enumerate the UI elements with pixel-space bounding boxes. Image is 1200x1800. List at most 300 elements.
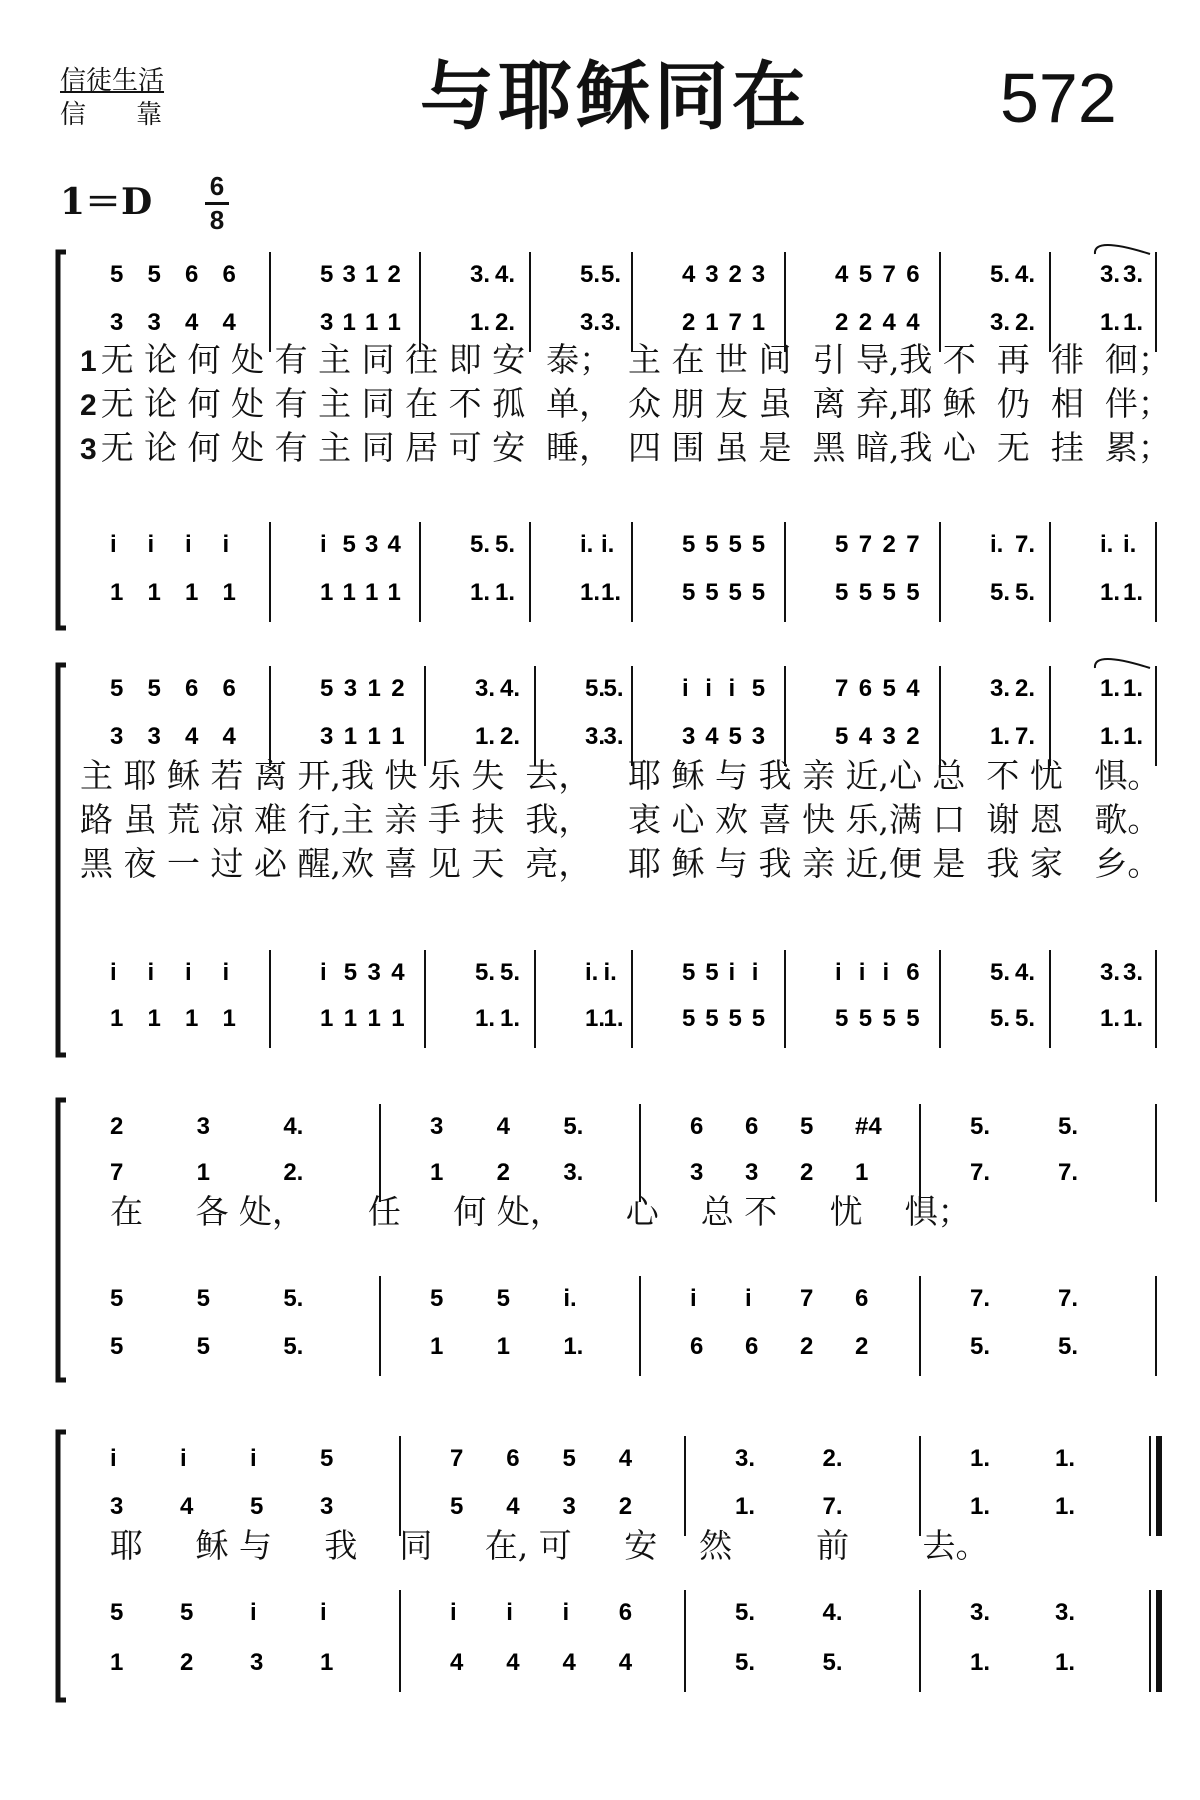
- note: 3: [147, 309, 161, 336]
- note: i.: [1123, 531, 1137, 558]
- note: 5.: [990, 959, 1011, 986]
- note: 5: [320, 675, 334, 702]
- note: 1: [365, 261, 379, 288]
- note: 4.: [1015, 261, 1036, 288]
- verse-number: 3: [80, 433, 97, 466]
- note: 2: [110, 1113, 124, 1140]
- note: i: [250, 1599, 257, 1626]
- note: 1.: [495, 579, 516, 606]
- note: 3.: [1123, 261, 1144, 288]
- note: 5: [882, 1005, 896, 1032]
- note: 4: [835, 261, 849, 288]
- note: 6: [906, 959, 920, 986]
- note: i: [882, 959, 890, 986]
- note: 6: [906, 261, 920, 288]
- note: 6: [745, 1333, 759, 1360]
- note: 6: [690, 1113, 704, 1140]
- note: 2.: [500, 723, 521, 750]
- note: i: [450, 1599, 457, 1626]
- note: 6: [185, 261, 199, 288]
- note: 2: [882, 531, 896, 558]
- note: 5.: [603, 675, 624, 702]
- note: 5: [705, 1005, 719, 1032]
- note: 4.: [283, 1113, 304, 1140]
- note: 1: [705, 309, 719, 336]
- note: 1: [343, 1005, 358, 1032]
- note: 3: [196, 1113, 211, 1140]
- note: 1.: [601, 579, 622, 606]
- note: 1.: [580, 579, 601, 606]
- note: 5: [705, 959, 719, 986]
- note: i: [745, 1285, 752, 1312]
- note: 3.: [1123, 959, 1144, 986]
- note: 5.: [470, 531, 491, 558]
- note: 5.: [283, 1285, 304, 1312]
- note: 1: [391, 1005, 405, 1032]
- note: 5: [906, 1005, 920, 1032]
- note: i: [110, 959, 117, 986]
- lyric-phrase-b: 众 朋 友 虽 离 弃,耶 稣 仍 相 伴；: [628, 384, 1171, 423]
- note: 6: [506, 1445, 520, 1472]
- note: 5: [342, 531, 356, 558]
- note: 5: [728, 531, 742, 558]
- lyric-phrase-a: 无 论 何 处 有 主 同 居 可 安 睡，: [100, 428, 613, 467]
- note: 4: [450, 1649, 464, 1676]
- note: 1.: [1100, 1005, 1121, 1032]
- note: 1: [222, 579, 236, 606]
- note: 1.: [970, 1649, 991, 1676]
- note: 1: [496, 1333, 511, 1360]
- note: 3.: [1100, 959, 1121, 986]
- note: 5: [320, 1445, 334, 1472]
- note: 2.: [822, 1445, 843, 1472]
- note: 3: [430, 1113, 444, 1140]
- note: i.: [990, 531, 1004, 558]
- note: 5.: [735, 1649, 756, 1676]
- note: 3: [110, 1493, 124, 1520]
- note: 5.: [990, 1005, 1011, 1032]
- note: 5: [728, 1005, 742, 1032]
- note: 3.: [990, 309, 1011, 336]
- note: 1.: [1123, 579, 1144, 606]
- note: 2: [618, 1493, 633, 1520]
- note: 5.: [500, 959, 521, 986]
- note: 4: [222, 723, 236, 750]
- note: 6: [745, 1113, 759, 1140]
- note: 7.: [1015, 531, 1036, 558]
- note: 7.: [970, 1285, 991, 1312]
- note: 5: [250, 1493, 264, 1520]
- note: 5: [751, 1005, 766, 1032]
- note: 5.: [970, 1113, 991, 1140]
- note: 1.: [1055, 1649, 1076, 1676]
- lyric-phrase-a: 在 各 处， 任 何 处， 心 总 不 忧 惧；: [110, 1192, 971, 1231]
- note: 1: [320, 1649, 334, 1676]
- note: i: [682, 675, 689, 702]
- note: 5: [180, 1599, 194, 1626]
- note: i.: [563, 1285, 577, 1312]
- note: i: [835, 959, 842, 986]
- note: 1: [320, 1005, 334, 1032]
- note: 2: [858, 309, 873, 336]
- lyric-line: [80, 756, 591, 796]
- note: 5: [858, 579, 873, 606]
- lyric-phrase-a: 黑 夜 一 过 必 醒,欢 喜 见 天 亮，: [80, 844, 592, 883]
- note: 1.: [475, 723, 496, 750]
- system-bracket: [58, 1100, 66, 1380]
- note: 3: [110, 309, 124, 336]
- note: 7.: [970, 1159, 991, 1186]
- note: 5.: [1015, 1005, 1036, 1032]
- note: 1: [855, 1159, 869, 1186]
- note: 5.: [822, 1649, 843, 1676]
- note: 2: [800, 1159, 814, 1186]
- note: 4: [618, 1649, 633, 1676]
- note: i: [147, 959, 155, 986]
- note: 3: [365, 531, 379, 558]
- note: 4: [882, 309, 896, 336]
- note: 1: [387, 579, 401, 606]
- note: 1.: [1100, 723, 1121, 750]
- note: 5: [800, 1113, 814, 1140]
- note: 5: [882, 579, 896, 606]
- note: 2.: [283, 1159, 304, 1186]
- note: 7.: [1058, 1285, 1079, 1312]
- note: 2: [391, 675, 405, 702]
- note: 3: [882, 723, 896, 750]
- note: 1.: [1123, 1005, 1144, 1032]
- note: #4: [855, 1113, 882, 1140]
- note: 5.: [735, 1599, 756, 1626]
- note: 5: [751, 579, 766, 606]
- note: 5: [450, 1493, 464, 1520]
- note: i: [705, 675, 712, 702]
- note: 2: [682, 309, 696, 336]
- note: 4: [185, 723, 199, 750]
- note: 6: [222, 261, 236, 288]
- note: i: [858, 959, 866, 986]
- note: 4: [506, 1649, 520, 1676]
- note: 3: [751, 261, 766, 288]
- note: 5: [682, 531, 696, 558]
- note: 5: [430, 1285, 444, 1312]
- note: 5: [682, 1005, 696, 1032]
- note: 5: [110, 1333, 124, 1360]
- note: 4.: [822, 1599, 843, 1626]
- note: 3.: [990, 675, 1011, 702]
- note: 5: [562, 1445, 576, 1472]
- note: 5: [835, 531, 849, 558]
- note: 4: [180, 1493, 194, 1520]
- note: 5.: [601, 261, 622, 288]
- time-signature-top: 6: [209, 171, 225, 201]
- note: 1: [365, 309, 379, 336]
- lyric-line: [80, 384, 612, 426]
- note: i.: [580, 531, 594, 558]
- note: 4.: [495, 261, 516, 288]
- note: 6: [690, 1333, 704, 1360]
- note: 3.: [475, 675, 496, 702]
- note: 3.: [563, 1159, 584, 1186]
- note: 6: [855, 1285, 869, 1312]
- note: i: [320, 1599, 327, 1626]
- note: 1: [365, 579, 379, 606]
- note: 2: [496, 1159, 511, 1186]
- lyric-line: [80, 844, 591, 884]
- system-bracket: [58, 665, 66, 1055]
- note: 5: [751, 531, 766, 558]
- note: 4: [906, 675, 920, 702]
- note: 1.: [1123, 675, 1144, 702]
- note: 3: [367, 959, 381, 986]
- note: 7.: [1058, 1159, 1079, 1186]
- note: 3.: [970, 1599, 991, 1626]
- note: i: [320, 959, 327, 986]
- note: 5: [110, 675, 124, 702]
- note: 1.: [500, 1005, 521, 1032]
- time-signature-bottom: 8: [209, 205, 225, 235]
- note: 2.: [1015, 309, 1036, 336]
- note: 1: [185, 1005, 199, 1032]
- note: 3.: [585, 723, 606, 750]
- note: 5.: [1058, 1333, 1079, 1360]
- note: i.: [603, 959, 617, 986]
- note: i: [110, 531, 117, 558]
- note: 1.: [1100, 675, 1121, 702]
- lyric-phrase-b: 耶 稣 与 我 亲 近,便 是 我 家 乡。: [628, 844, 1161, 883]
- note: 3: [705, 261, 719, 288]
- tie-arc: [1095, 245, 1150, 254]
- note: i: [222, 959, 230, 986]
- lyric-line: [80, 428, 612, 470]
- tie-arc: [1095, 659, 1150, 668]
- note: 5.: [475, 959, 496, 986]
- note: 1: [343, 723, 358, 750]
- note: 3: [147, 723, 161, 750]
- note: 1.: [1123, 723, 1144, 750]
- note: 5: [835, 579, 849, 606]
- lyric-phrase-b: 衷 心 欢 喜 快 乐,满 口 谢 恩 歌。: [628, 800, 1161, 839]
- note: 5.: [580, 261, 601, 288]
- note: 2: [387, 261, 401, 288]
- note: 4.: [1015, 959, 1036, 986]
- note: 1.: [1100, 309, 1121, 336]
- note: 7: [110, 1159, 124, 1186]
- note: 5: [320, 261, 334, 288]
- note: 1: [751, 309, 766, 336]
- note: 5.: [1015, 579, 1036, 606]
- key-signature: 1＝D: [60, 181, 153, 223]
- note: 1: [342, 309, 356, 336]
- lyric-phrase-a: 无 论 何 处 有 主 同 在 不 孤 单，: [100, 384, 613, 423]
- note: 1.: [1055, 1493, 1076, 1520]
- note: 5.: [1058, 1113, 1079, 1140]
- note: i: [562, 1599, 570, 1626]
- note: i: [728, 959, 736, 986]
- note: 4: [682, 261, 696, 288]
- note: 5: [835, 1005, 849, 1032]
- note: 1.: [563, 1333, 584, 1360]
- note: 1: [147, 1005, 161, 1032]
- note: 3.: [735, 1445, 756, 1472]
- lyric-phrase-a: 主 耶 稣 若 离 开,我 快 乐 失 去，: [80, 756, 592, 795]
- note: 2: [835, 309, 849, 336]
- note: i.: [1100, 531, 1114, 558]
- note: 5: [751, 675, 766, 702]
- subcategory-label: 信靠: [60, 100, 213, 130]
- note: 4: [391, 959, 405, 986]
- note: 5: [496, 1285, 511, 1312]
- note: 7.: [1015, 723, 1036, 750]
- note: 5.: [563, 1113, 584, 1140]
- note: 1.: [1055, 1445, 1076, 1472]
- note: i: [185, 531, 192, 558]
- note: 1.: [470, 579, 491, 606]
- note: 6: [185, 675, 199, 702]
- system-bracket: [58, 1432, 66, 1700]
- note: 5: [147, 261, 161, 288]
- note: 5: [705, 579, 719, 606]
- note: 4: [506, 1493, 520, 1520]
- note: 5: [343, 959, 358, 986]
- note: 7: [800, 1285, 814, 1312]
- verse-number: 1: [80, 345, 97, 378]
- note: 5: [110, 261, 124, 288]
- note: 4.: [500, 675, 521, 702]
- note: 4: [705, 723, 719, 750]
- note: 7: [450, 1445, 464, 1472]
- note: i: [506, 1599, 513, 1626]
- note: 5: [858, 261, 873, 288]
- note: 1: [391, 723, 405, 750]
- note: 5: [196, 1285, 211, 1312]
- note: 1.: [970, 1493, 991, 1520]
- note: 1.: [585, 1005, 606, 1032]
- note: 4: [858, 723, 873, 750]
- note: 4: [562, 1649, 576, 1676]
- note: 5: [682, 579, 696, 606]
- note: 3.: [1100, 261, 1121, 288]
- note: 1.: [603, 1005, 624, 1032]
- note: 1: [110, 579, 124, 606]
- note: 1: [110, 1649, 124, 1676]
- lyric-line: [110, 1526, 989, 1566]
- note: 2.: [1015, 675, 1036, 702]
- note: 4: [185, 309, 199, 336]
- note: i: [222, 531, 230, 558]
- hymn-number: 572: [1000, 59, 1117, 137]
- lyric-phrase-b: 四 围 虽 是 黑 暗,我 心 无 挂 累；: [628, 428, 1171, 467]
- lyric-phrase-b: 主 在 世 间 引 导,我 不 再 徘 徊；: [628, 340, 1171, 379]
- lyric-line: [110, 1192, 971, 1232]
- note: 3: [250, 1649, 264, 1676]
- note: 1: [110, 1005, 124, 1032]
- lyric-line: [80, 340, 612, 382]
- note: 2: [800, 1333, 814, 1360]
- note: 3.: [601, 309, 622, 336]
- lyric-phrase-a: 耶 稣 与 我 同 在, 可 安 然 前 去。: [110, 1526, 989, 1565]
- note: 3: [320, 723, 334, 750]
- note: 3: [110, 723, 124, 750]
- note: 5: [882, 675, 896, 702]
- note: 1: [342, 579, 356, 606]
- note: i.: [601, 531, 615, 558]
- note: 5.: [585, 675, 606, 702]
- system-bracket: [58, 252, 66, 628]
- note: 1.: [470, 309, 491, 336]
- note: 5: [110, 1599, 124, 1626]
- note: 7: [835, 675, 849, 702]
- note: i: [147, 531, 155, 558]
- note: 1: [387, 309, 401, 336]
- note: i: [180, 1445, 187, 1472]
- note: 5: [728, 723, 742, 750]
- note: 3: [562, 1493, 576, 1520]
- note: 1.: [735, 1493, 756, 1520]
- lyric-phrase-a: 无 论 何 处 有 主 同 往 即 安 泰；: [100, 340, 613, 379]
- note: 2: [180, 1649, 194, 1676]
- note: 7.: [822, 1493, 843, 1520]
- note: i: [728, 675, 736, 702]
- lyric-line: [80, 800, 591, 840]
- note: i: [185, 959, 192, 986]
- note: 1.: [1100, 579, 1121, 606]
- note: i: [110, 1445, 117, 1472]
- note: 4: [222, 309, 236, 336]
- note: 7: [728, 309, 742, 336]
- note: 2: [855, 1333, 869, 1360]
- lyric-phrase-b: 耶 稣 与 我 亲 近,心 总 不 忧 惧。: [628, 756, 1161, 795]
- note: 5.: [990, 261, 1011, 288]
- note: 4: [618, 1445, 633, 1472]
- note: 3.: [470, 261, 491, 288]
- note: 4: [906, 309, 920, 336]
- note: 1: [430, 1333, 444, 1360]
- note: 5: [705, 531, 719, 558]
- note: 3.: [580, 309, 601, 336]
- note: 1.: [1123, 309, 1144, 336]
- category-label: 信徒生活: [60, 66, 165, 96]
- note: 1: [320, 579, 334, 606]
- note: 3: [682, 723, 696, 750]
- hymn-title: 与耶稣同在: [420, 54, 810, 140]
- note: 5: [858, 1005, 873, 1032]
- note: 4: [496, 1113, 511, 1140]
- note: 2: [906, 723, 920, 750]
- note: 1: [367, 1005, 381, 1032]
- note: 1: [367, 723, 381, 750]
- note: 1.: [990, 723, 1011, 750]
- note: 3.: [1055, 1599, 1076, 1626]
- note: 1.: [475, 1005, 496, 1032]
- note: i: [320, 531, 327, 558]
- verse-number: 2: [80, 389, 97, 422]
- note: 5.: [283, 1333, 304, 1360]
- note: 5: [110, 1285, 124, 1312]
- lyric-phrase-a: 路 虽 荒 凉 难 行,主 亲 手 扶 我，: [80, 800, 592, 839]
- note: 5: [682, 959, 696, 986]
- note: 3: [690, 1159, 704, 1186]
- note: 3: [745, 1159, 759, 1186]
- note: 3: [320, 1493, 334, 1520]
- note: i.: [585, 959, 599, 986]
- note: 3: [343, 675, 358, 702]
- note: 3.: [603, 723, 624, 750]
- note: 3: [342, 261, 356, 288]
- note: 6: [858, 675, 873, 702]
- note: 2.: [495, 309, 516, 336]
- note: 1: [367, 675, 381, 702]
